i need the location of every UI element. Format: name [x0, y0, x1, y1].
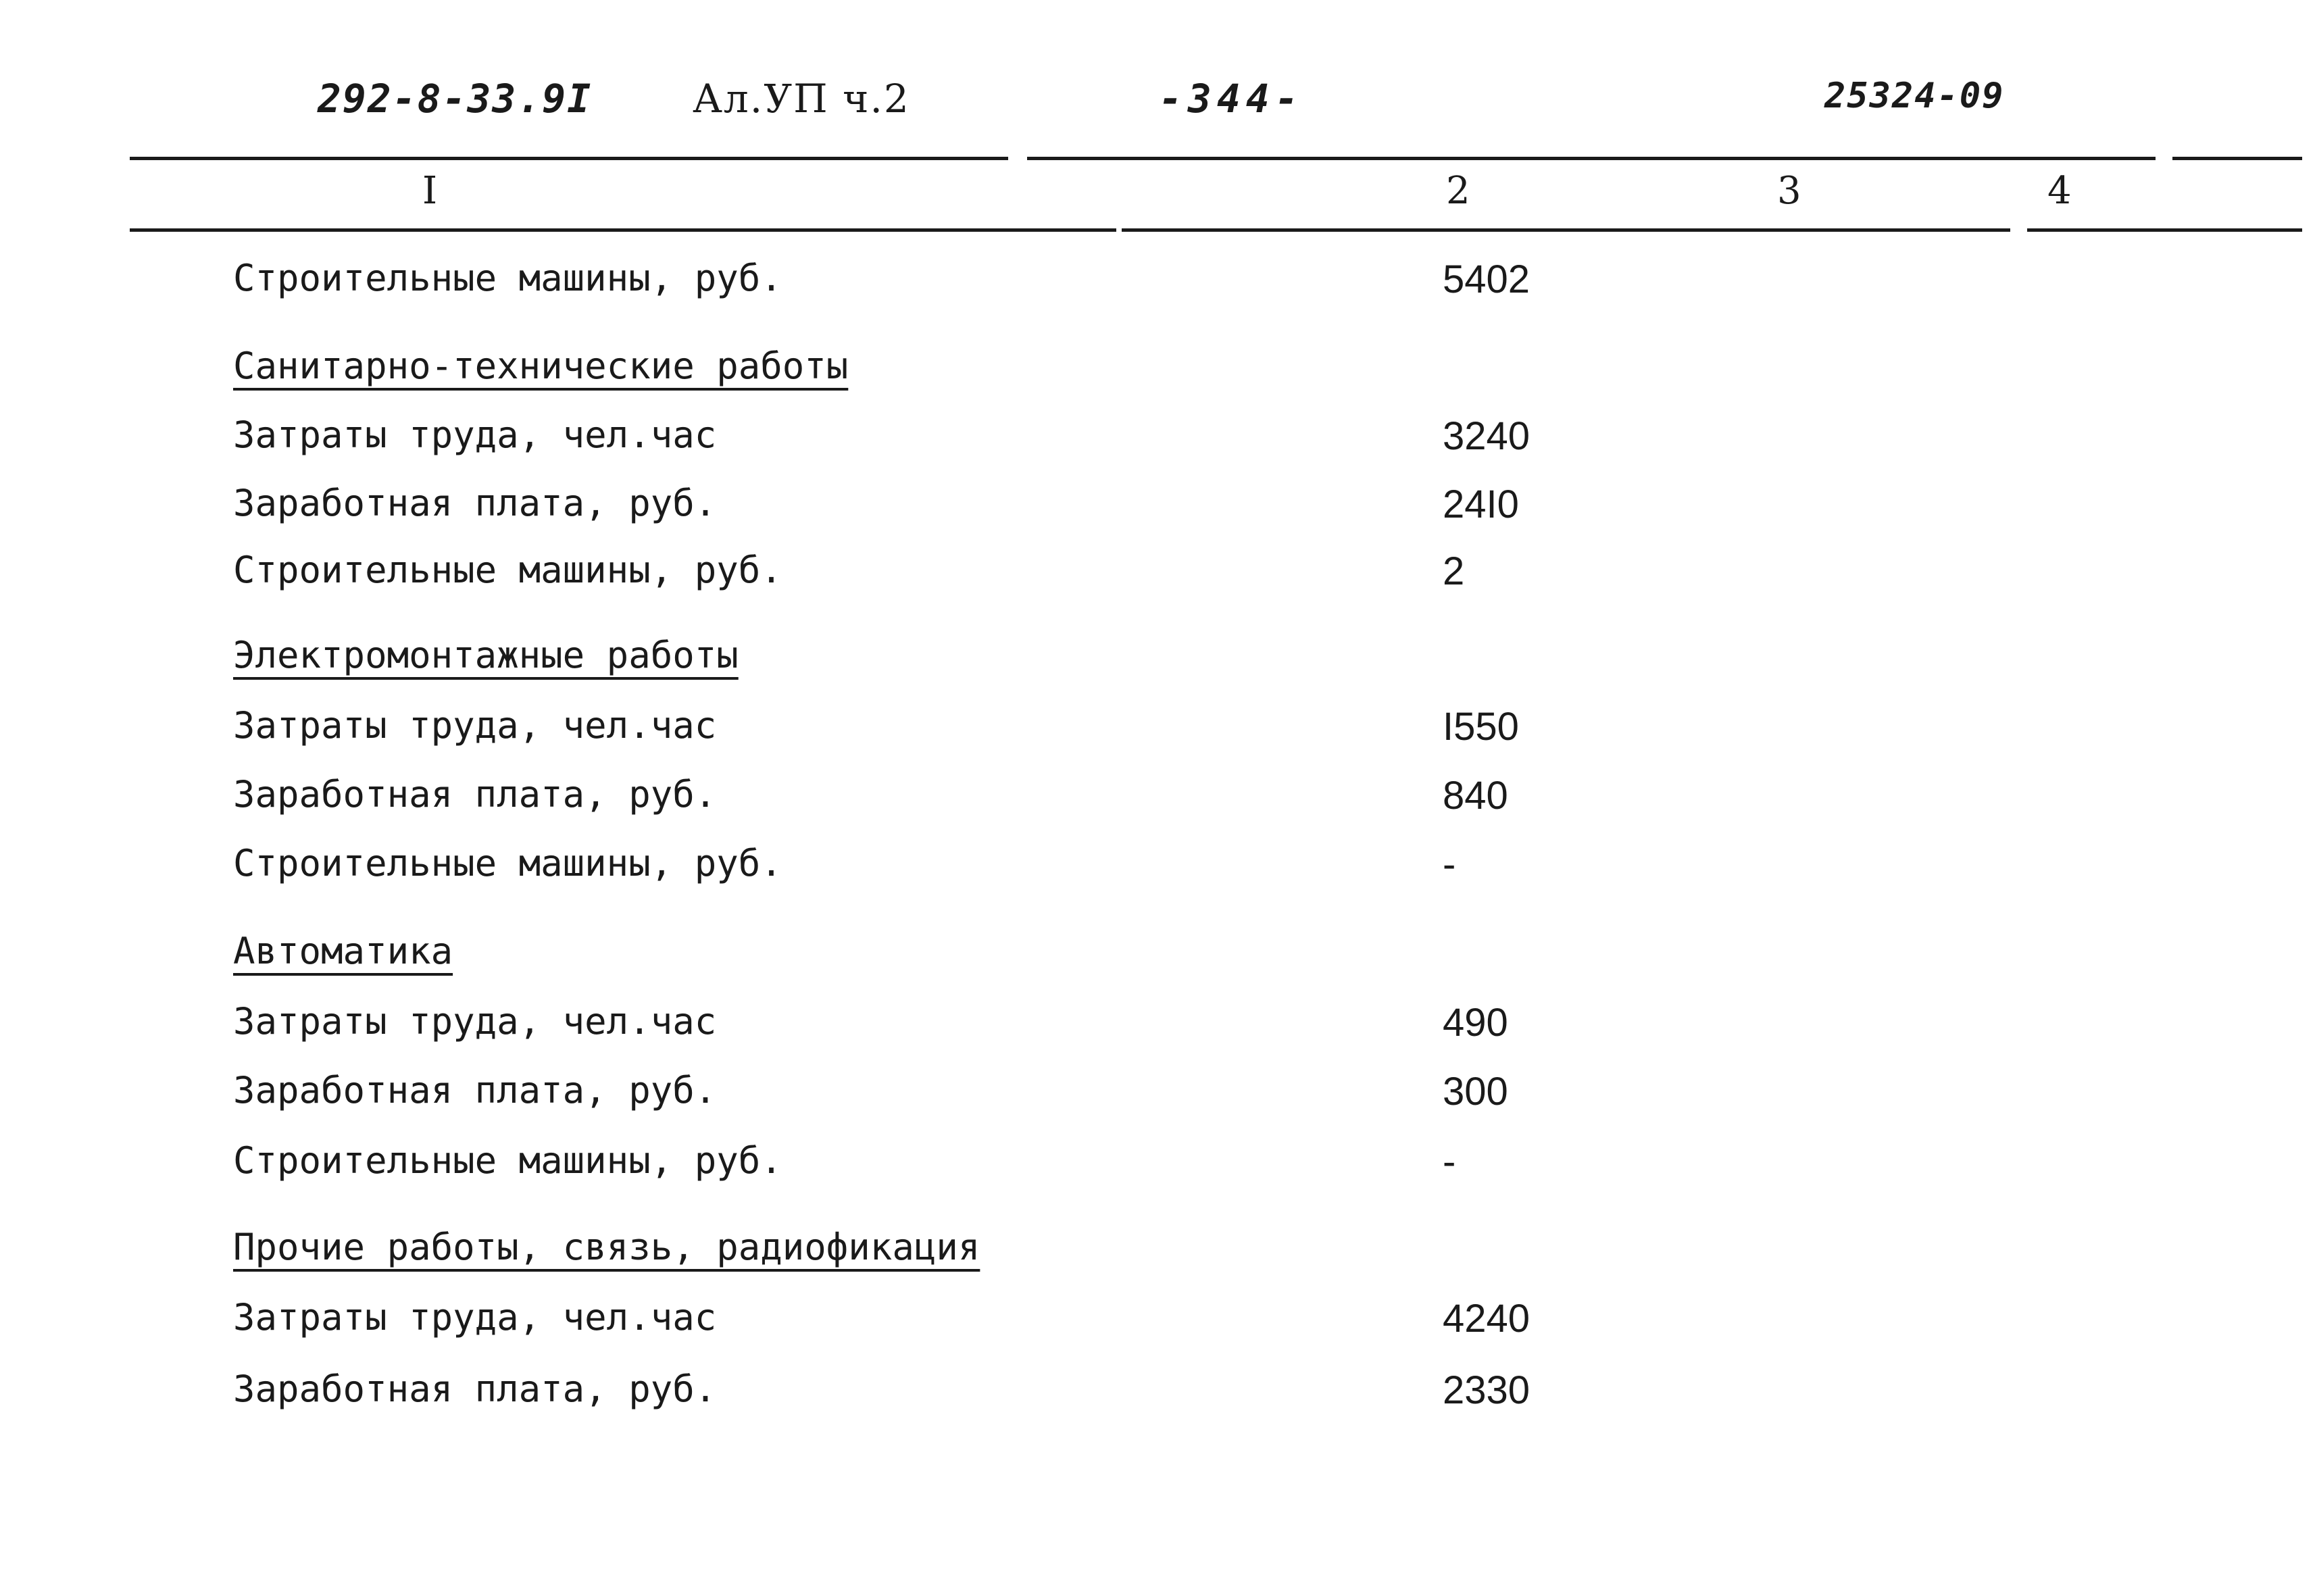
table-top-rule-1	[130, 157, 1008, 160]
column-number-3: 3	[1777, 169, 1801, 213]
album-reference: Ал.УП ч.2	[693, 76, 910, 122]
document-id: 25324-09	[1824, 76, 2005, 116]
section-heading: Прочие работы, связь, радиофикация	[233, 1226, 980, 1268]
row-label: Строительные машины, руб.	[233, 549, 782, 591]
row-label: Заработная плата, руб.	[233, 1069, 717, 1112]
table-header-rule-3	[2027, 228, 2302, 232]
row-value: 300	[1443, 1070, 1508, 1114]
table-row	[0, 704, 2315, 765]
row-value: -	[1443, 843, 1456, 887]
table-header-rule-2	[1122, 228, 2010, 232]
row-label: Строительные машины, руб.	[233, 257, 782, 299]
column-number-1: I	[422, 169, 438, 213]
row-value: 3240	[1443, 414, 1530, 458]
row-value: 490	[1443, 1001, 1508, 1045]
row-value: 4240	[1443, 1297, 1530, 1341]
section-heading-row	[0, 634, 2315, 695]
column-number-4: 4	[2047, 169, 2072, 213]
row-label: Заработная плата, руб.	[233, 1368, 717, 1410]
row-value: 840	[1443, 774, 1508, 818]
table-row	[0, 1139, 2315, 1200]
page-number: -344-	[1159, 76, 1304, 122]
table-row	[0, 1296, 2315, 1357]
table-top-rule-2	[1027, 157, 2156, 160]
table-row	[0, 257, 2315, 318]
row-label: Затраты труда, чел.час	[233, 704, 717, 747]
row-label: Затраты труда, чел.час	[233, 414, 717, 456]
row-label: Заработная плата, руб.	[233, 773, 717, 816]
row-label: Строительные машины, руб.	[233, 842, 782, 884]
table-row	[0, 414, 2315, 474]
row-value: 24I0	[1443, 482, 1519, 526]
row-label: Строительные машины, руб.	[233, 1139, 782, 1182]
section-heading-row	[0, 1226, 2315, 1287]
table-row	[0, 1000, 2315, 1061]
row-label: Затраты труда, чел.час	[233, 1296, 717, 1339]
table-row	[0, 842, 2315, 903]
column-number-2: 2	[1446, 169, 1470, 213]
row-value: 2330	[1443, 1368, 1530, 1412]
row-value: 5402	[1443, 257, 1530, 301]
table-row	[0, 549, 2315, 609]
table-row	[0, 1368, 2315, 1428]
section-heading-row	[0, 345, 2315, 405]
section-heading-row	[0, 930, 2315, 991]
row-value: I550	[1443, 705, 1519, 749]
table-row	[0, 482, 2315, 543]
row-value: -	[1443, 1140, 1456, 1184]
section-heading: Автоматика	[233, 930, 453, 972]
table-row	[0, 1069, 2315, 1130]
section-heading: Санитарно-технические работы	[233, 345, 849, 387]
row-value: 2	[1443, 549, 1465, 593]
table-row	[0, 773, 2315, 834]
row-label: Затраты труда, чел.час	[233, 1000, 717, 1043]
row-label: Заработная плата, руб.	[233, 482, 717, 524]
document-code: 292-8-33.9I	[318, 76, 593, 122]
table-header-rule-1	[130, 228, 1116, 232]
section-heading: Электромонтажные работы	[233, 634, 739, 676]
table-top-rule-3	[2172, 157, 2302, 160]
